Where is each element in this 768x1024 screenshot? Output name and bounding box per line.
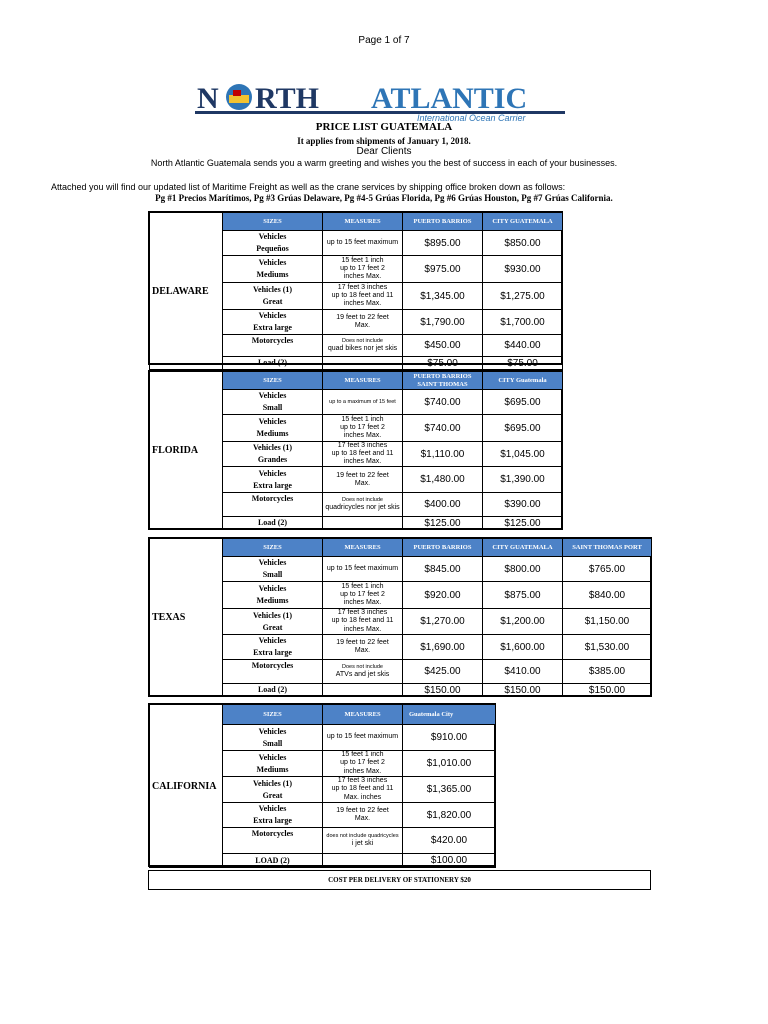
column-header: CITY GUATEMALA <box>483 539 563 557</box>
price-cell: $1,010.00 <box>403 751 496 777</box>
price-cell: $1,275.00 <box>483 283 563 310</box>
effective-date: It applies from shipments of January 1, 2018. <box>297 136 471 146</box>
column-header: MEASURES <box>323 372 403 390</box>
price-cell: $1,700.00 <box>483 310 563 335</box>
measure-cell: Does not include quad bikes nor jet skis <box>323 335 403 357</box>
column-header: PUERTO BARRIOS SAINT THOMAS <box>403 372 483 390</box>
price-cell: $765.00 <box>563 557 652 582</box>
price-cell: $125.00 <box>403 517 483 530</box>
price-cell: $910.00 <box>403 725 496 751</box>
size-cell: Load (2) <box>223 684 323 697</box>
delaware-price-table <box>149 212 563 370</box>
greeting-text: North Atlantic Guatemala sends you a warm greeting and wishes you the best of success in each of your businesses. <box>150 158 618 168</box>
size-cell: Vehicles Extra large <box>223 467 323 493</box>
measure-cell: 17 feet 3 inches up to 18 feet and 11 inches Max. <box>323 609 403 635</box>
price-cell: $895.00 <box>403 231 483 256</box>
column-header: SIZES <box>223 372 323 390</box>
svg-text:International Ocean Carrier: International Ocean Carrier <box>417 113 526 122</box>
measure-cell: 19 feet to 22 feet Max. <box>323 635 403 660</box>
measure-cell: 19 feet to 22 feet Max. <box>323 467 403 493</box>
size-cell: Vehicles (1) Great <box>223 283 323 310</box>
measure-cell: up to 15 feet maximum <box>323 725 403 751</box>
price-cell: $740.00 <box>403 415 483 442</box>
state-label: TEXAS <box>150 539 223 697</box>
price-cell: $695.00 <box>483 415 563 442</box>
size-cell: Motorcycles <box>223 335 323 357</box>
price-cell: $1,480.00 <box>403 467 483 493</box>
price-cell: $1,530.00 <box>563 635 652 660</box>
doc-title: PRICE LIST GUATEMALA <box>315 121 453 133</box>
intro-text: Attached you will find our updated list of Maritime Freight as well as the crane services by shipping office broken down as follows: <box>51 182 566 192</box>
measure-cell: 15 feet 1 inch up to 17 feet 2 inches Max. <box>323 751 403 777</box>
measure-cell: 17 feet 3 inches up to 18 feet and 11 inches Max. <box>323 442 403 467</box>
measure-cell: up to 15 feet maximum <box>323 557 403 582</box>
svg-text:N: N <box>197 82 219 115</box>
measure-cell: Does not include ATVs and jet skis <box>323 660 403 684</box>
size-cell: Vehicles Pequeños <box>223 231 323 256</box>
price-cell: $150.00 <box>563 684 652 697</box>
price-cell: $100.00 <box>403 854 496 868</box>
column-header: PUERTO BARRIOS <box>403 539 483 557</box>
measure-cell: 17 feet 3 inches up to 18 feet and 11 inches Max. <box>323 283 403 310</box>
size-cell: Load (2) <box>223 357 323 370</box>
price-cell: $390.00 <box>483 493 563 517</box>
state-label: DELAWARE <box>150 213 223 370</box>
price-cell: $125.00 <box>483 517 563 530</box>
delivery-cost-note: COST PER DELIVERY OF STATIONERY $20 <box>148 870 651 890</box>
measure-cell: does not include quadricycles i jet ski <box>323 828 403 854</box>
price-cell: $1,045.00 <box>483 442 563 467</box>
column-header: CITY GUATEMALA <box>483 213 563 231</box>
column-header: SIZES <box>223 539 323 557</box>
measure-cell: 15 feet 1 inch up to 17 feet 2 inches Max. <box>323 256 403 283</box>
price-cell: $440.00 <box>483 335 563 357</box>
size-cell: Vehicles Mediums <box>223 415 323 442</box>
globe-ship-icon <box>226 84 252 110</box>
price-cell: $930.00 <box>483 256 563 283</box>
size-cell: Vehicles Extra large <box>223 310 323 335</box>
price-cell: $1,390.00 <box>483 467 563 493</box>
measure-cell <box>323 517 403 530</box>
measure-cell: 15 feet 1 inch up to 17 feet 2 inches Max. <box>323 415 403 442</box>
price-cell: $800.00 <box>483 557 563 582</box>
size-cell: Motorcycles <box>223 493 323 517</box>
column-header: SIZES <box>223 705 323 725</box>
size-cell: Vehicles (1) Great <box>223 777 323 803</box>
size-cell: Vehicles Mediums <box>223 751 323 777</box>
price-cell: $450.00 <box>403 335 483 357</box>
size-cell: Load (2) <box>223 517 323 530</box>
state-label: CALIFORNIA <box>150 705 223 868</box>
price-cell: $425.00 <box>403 660 483 684</box>
table-row <box>150 684 652 697</box>
size-cell: Vehicles Small <box>223 557 323 582</box>
measure-cell: 17 feet 3 inches up to 18 feet and 11 Max. inches <box>323 777 403 803</box>
price-cell: $1,690.00 <box>403 635 483 660</box>
column-header: MEASURES <box>323 705 403 725</box>
price-cell: $845.00 <box>403 557 483 582</box>
svg-text:RTH: RTH <box>255 82 319 115</box>
size-cell: Vehicles Small <box>223 390 323 415</box>
price-cell: $1,790.00 <box>403 310 483 335</box>
price-cell: $75.00 <box>483 357 563 370</box>
measure-cell: up to 15 feet maximum <box>323 231 403 256</box>
price-cell: $410.00 <box>483 660 563 684</box>
price-cell: $1,270.00 <box>403 609 483 635</box>
column-header: PUERTO BARRIOS <box>403 213 483 231</box>
column-header: CITY Guatemala <box>483 372 563 390</box>
column-header: SIZES <box>223 213 323 231</box>
texas-price-table <box>149 538 652 697</box>
price-cell: $1,345.00 <box>403 283 483 310</box>
table-row <box>150 660 652 684</box>
price-cell: $1,110.00 <box>403 442 483 467</box>
size-cell: Vehicles Extra large <box>223 803 323 828</box>
size-cell: Vehicles Mediums <box>223 582 323 609</box>
size-cell: Vehicles Extra large <box>223 635 323 660</box>
size-cell: Vehicles Mediums <box>223 256 323 283</box>
size-cell: Motorcycles <box>223 660 323 684</box>
column-header: MEASURES <box>323 539 403 557</box>
price-cell: $400.00 <box>403 493 483 517</box>
size-cell: LOAD (2) <box>223 854 323 868</box>
price-cell: $75.00 <box>403 357 483 370</box>
table-row <box>150 635 652 660</box>
column-header: MEASURES <box>323 213 403 231</box>
page-number: Page 1 of 7 <box>358 35 410 46</box>
price-cell: $150.00 <box>483 684 563 697</box>
price-cell: $840.00 <box>563 582 652 609</box>
price-cell: $740.00 <box>403 390 483 415</box>
table-row <box>150 609 652 635</box>
measure-cell <box>323 854 403 868</box>
table-row <box>150 582 652 609</box>
north-atlantic-logo <box>195 78 565 122</box>
measure-cell <box>323 357 403 370</box>
measure-cell: up to a maximum of 15 feet <box>323 390 403 415</box>
state-label: FLORIDA <box>150 372 223 530</box>
florida-price-table <box>149 371 563 530</box>
price-cell: $150.00 <box>403 684 483 697</box>
price-cell: $1,365.00 <box>403 777 496 803</box>
price-cell: $1,150.00 <box>563 609 652 635</box>
price-cell: $1,600.00 <box>483 635 563 660</box>
price-cell: $420.00 <box>403 828 496 854</box>
column-header: SAINT THOMAS PORT <box>563 539 652 557</box>
price-cell: $975.00 <box>403 256 483 283</box>
size-cell: Motorcycles <box>223 828 323 854</box>
column-header: Guatemala City <box>403 705 496 725</box>
price-cell: $850.00 <box>483 231 563 256</box>
salutation: Dear Clients <box>356 146 412 157</box>
price-cell: $1,820.00 <box>403 803 496 828</box>
svg-text:ATLANTIC: ATLANTIC <box>371 82 528 115</box>
measure-cell: 19 feet to 22 feet Max. <box>323 803 403 828</box>
page-index: Pg #1 Precios Marítimos, Pg #3 Grúas Delaware, Pg #4-5 Grúas Florida, Pg #6 Grúas Houston, Pg #7 Grúas California. <box>155 193 613 203</box>
price-cell: $385.00 <box>563 660 652 684</box>
measure-cell: Does not include quadricycles nor jet skis <box>323 493 403 517</box>
price-cell: $920.00 <box>403 582 483 609</box>
price-cell: $695.00 <box>483 390 563 415</box>
measure-cell: 19 feet to 22 feet Max. <box>323 310 403 335</box>
size-cell: Vehicles Small <box>223 725 323 751</box>
measure-cell: 15 feet 1 inch up to 17 feet 2 inches Max. <box>323 582 403 609</box>
table-row <box>150 557 652 582</box>
measure-cell <box>323 684 403 697</box>
california-price-table <box>149 704 496 868</box>
price-cell: $875.00 <box>483 582 563 609</box>
price-cell: $1,200.00 <box>483 609 563 635</box>
size-cell: Vehicles (1) Grandes <box>223 442 323 467</box>
size-cell: Vehicles (1) Great <box>223 609 323 635</box>
